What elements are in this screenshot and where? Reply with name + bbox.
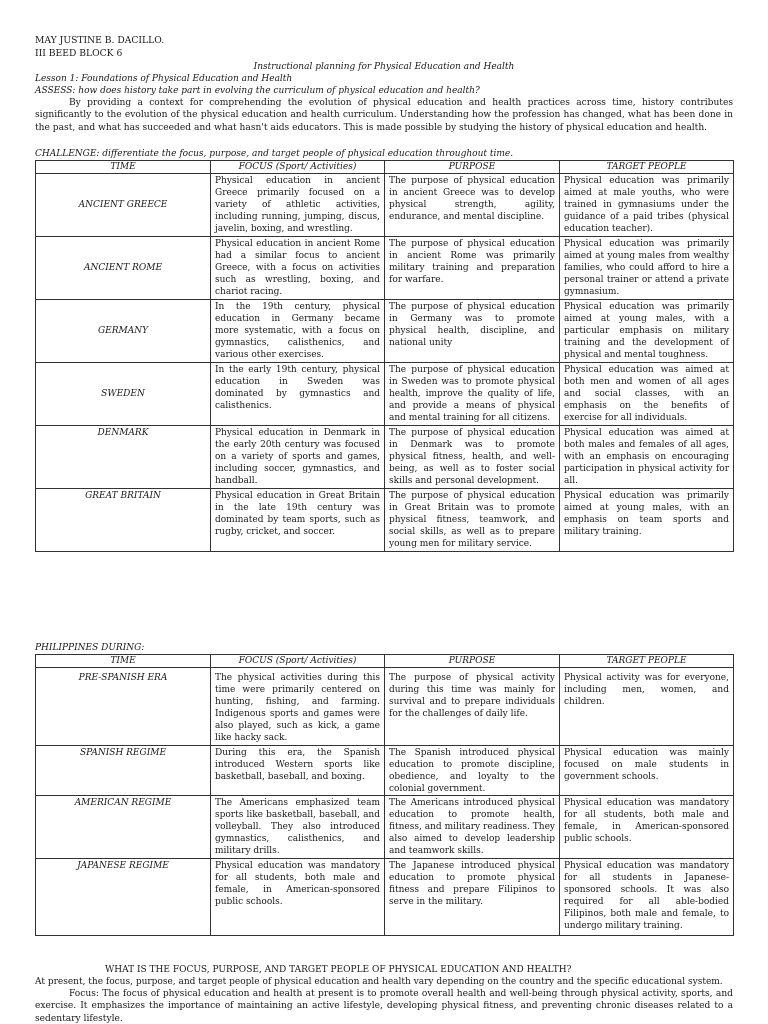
- row-target: Physical education was primarily aimed at young males, with a particular emphasis on military training and the development of physical and mental toughness.: [560, 300, 734, 363]
- row-focus: In the 19th century, physical education in Germany became more systematic, with a focus on gymnastics, calisthenics, and various other exercises.: [211, 300, 385, 363]
- table-row: [36, 858, 734, 935]
- table-row: [36, 174, 734, 237]
- header-focus: FOCUS (Sport/ Activities): [211, 161, 385, 174]
- document-title: Instructional planning for Physical Education and Health: [253, 62, 515, 72]
- table-row: [36, 363, 734, 426]
- row-target: Physical education was primarily aimed at male youths, who were trained in gymnasiums under the guidance of a paid tribes (physical education teacher).: [560, 174, 734, 237]
- row-time: AMERICAN REGIME: [36, 795, 211, 858]
- row-time: GREAT BRITAIN: [36, 489, 211, 552]
- row-focus: Physical education in Denmark in the early 20th century was focused on a variety of sports and games, including soccer, gymnastics, and handball.: [211, 426, 385, 489]
- row-purpose: The purpose of physical education in ancient Greece was to develop physical strength, agility, endurance, and mental discipline.: [385, 174, 560, 237]
- row-time: ANCIENT ROME: [36, 237, 211, 300]
- table-row: [36, 300, 734, 363]
- row-time: JAPANESE REGIME: [36, 858, 211, 935]
- row-time: SWEDEN: [36, 363, 211, 426]
- table-row: [36, 426, 734, 489]
- lesson-title: Lesson 1: Foundations of Physical Education and Health: [35, 74, 293, 84]
- row-target: Physical education was aimed at both men and women of all ages and social classes, with an emphasis on the benefits of exercise for all individuals.: [560, 363, 734, 426]
- row-focus: In the early 19th century, physical education in Sweden was dominated by gymnastics and calisthenics.: [211, 363, 385, 426]
- class-section: III BEED BLOCK 6: [35, 48, 123, 59]
- row-target: Physical education was mainly focused on male students in government schools.: [560, 745, 734, 795]
- row-time: DENMARK: [36, 426, 211, 489]
- header-target: TARGET PEOPLE: [560, 161, 734, 174]
- world-pe-table: [35, 160, 734, 552]
- row-purpose: The Japanese introduced physical education to promote physical fitness and prepare Filipinos to serve in the military.: [385, 858, 560, 935]
- row-focus: The physical activities during this time were primarily centered on hunting, fishing, and farming. Indigenous sports and games were also played, such as kick, a game like hacky sack.: [211, 668, 385, 746]
- row-target: Physical education was mandatory for all students, both male and female, in American-sponsored public schools.: [560, 795, 734, 858]
- header-purpose: PURPOSE: [385, 655, 560, 668]
- header-time: TIME: [36, 655, 211, 668]
- table-row: [36, 745, 734, 795]
- header-target: TARGET PEOPLE: [560, 655, 734, 668]
- row-purpose: The purpose of physical education in Great Britain was to promote physical fitness, teamwork, and social skills, as well as to prepare young men for military service.: [385, 489, 560, 552]
- intro-paragraph: By providing a context for comprehending the evolution of physical education and health practices across time, history contributes significantly to the evolution of the physical education and health curriculum. Understanding how the profession has changed, what has been done in the past, and what has succeeded and what hasn't aids educators. This is made possible by studying the history of physical education and health.: [35, 98, 733, 133]
- row-focus: Physical education was mandatory for all students, both male and female, in American-sponsored public schools.: [211, 858, 385, 935]
- row-purpose: The purpose of physical education in Sweden was to promote physical health, improve the quality of life, and provide a means of physical and mental training for all citizens.: [385, 363, 560, 426]
- row-time: ANCIENT GREECE: [36, 174, 211, 237]
- row-target: Physical education was primarily aimed at young males from wealthy families, who could afford to hire a personal trainer or attend a private gymnasium.: [560, 237, 734, 300]
- table-header-row: [36, 655, 734, 668]
- row-focus: During this era, the Spanish introduced Western sports like basketball, baseball, and boxing.: [211, 745, 385, 795]
- row-time: GERMANY: [36, 300, 211, 363]
- row-purpose: The Americans introduced physical education to promote health, fitness, and military readiness. They also aimed to develop leadership and teamwork skills.: [385, 795, 560, 858]
- philippines-label: PHILIPPINES DURING:: [35, 643, 145, 653]
- row-purpose: The Spanish introduced physical education to promote discipline, obedience, and loyalty to the colonial government.: [385, 745, 560, 795]
- challenge-text: CHALLENGE: differentiate the focus, purpose, and target people of physical education throughout time.: [35, 149, 514, 159]
- row-purpose: The purpose of physical activity during this time was mainly for survival and to prepare individuals for the challenges of daily life.: [385, 668, 560, 746]
- row-target: Physical activity was for everyone, including men, women, and children.: [560, 668, 734, 746]
- row-purpose: The purpose of physical education in Germany was to promote physical health, discipline, and national unity: [385, 300, 560, 363]
- closing-heading: WHAT IS THE FOCUS, PURPOSE, AND TARGET PEOPLE OF PHYSICAL EDUCATION AND HEALTH?: [105, 965, 572, 975]
- row-time: PRE-SPANISH ERA: [36, 668, 211, 746]
- row-focus: Physical education in Great Britain in the late 19th century was dominated by team sports, such as rugby, cricket, and soccer.: [211, 489, 385, 552]
- row-purpose: The purpose of physical education in Denmark was to promote physical fitness, health, and well-being, as well as to foster social skills and personal development.: [385, 426, 560, 489]
- row-time: SPANISH REGIME: [36, 745, 211, 795]
- table-row: [36, 489, 734, 552]
- row-focus: Physical education in ancient Greece primarily focused on a variety of athletic activities, including running, jumping, discus, javelin, boxing, and wrestling.: [211, 174, 385, 237]
- author-name: MAY JUSTINE B. DACILLO.: [35, 35, 165, 46]
- philippines-pe-table: [35, 654, 734, 936]
- header-focus: FOCUS (Sport/ Activities): [211, 655, 385, 668]
- assess-question: ASSESS: how does history take part in evolving the curriculum of physical education and health?: [35, 86, 480, 96]
- header-purpose: PURPOSE: [385, 161, 560, 174]
- closing-focus-paragraph: Focus: The focus of physical education and health at present is to promote overall health and well-being through physical activity, sports, and exercise. It emphasizes the importance of maintaining an active lifestyle, developing physical fitness, and preventing chronic diseases related to a sedentary lifestyle.: [35, 989, 733, 1024]
- table-row: [36, 795, 734, 858]
- row-focus: Physical education in ancient Rome had a similar focus to ancient Greece, with a focus on activities such as wrestling, boxing, and chariot racing.: [211, 237, 385, 300]
- row-target: Physical education was mandatory for all students in Japanese-sponsored schools. It was also required for all able-bodied Filipinos, both male and female, to undergo military training.: [560, 858, 734, 935]
- row-focus: The Americans emphasized team sports like basketball, baseball, and volleyball. They also introduced gymnastics, calisthenics, and military drills.: [211, 795, 385, 858]
- closing-intro: At present, the focus, purpose, and target people of physical education and health vary depending on the country and the specific educational system.: [35, 977, 723, 987]
- table-header-row: [36, 161, 734, 174]
- table-row: [36, 668, 734, 746]
- row-target: Physical education was aimed at both males and females of all ages, with an emphasis on encouraging participation in physical activity for all.: [560, 426, 734, 489]
- header-time: TIME: [36, 161, 211, 174]
- table-row: [36, 237, 734, 300]
- row-target: Physical education was primarily aimed at young males, with an emphasis on team sports and military training.: [560, 489, 734, 552]
- row-purpose: The purpose of physical education in ancient Rome was primarily military training and preparation for warfare.: [385, 237, 560, 300]
